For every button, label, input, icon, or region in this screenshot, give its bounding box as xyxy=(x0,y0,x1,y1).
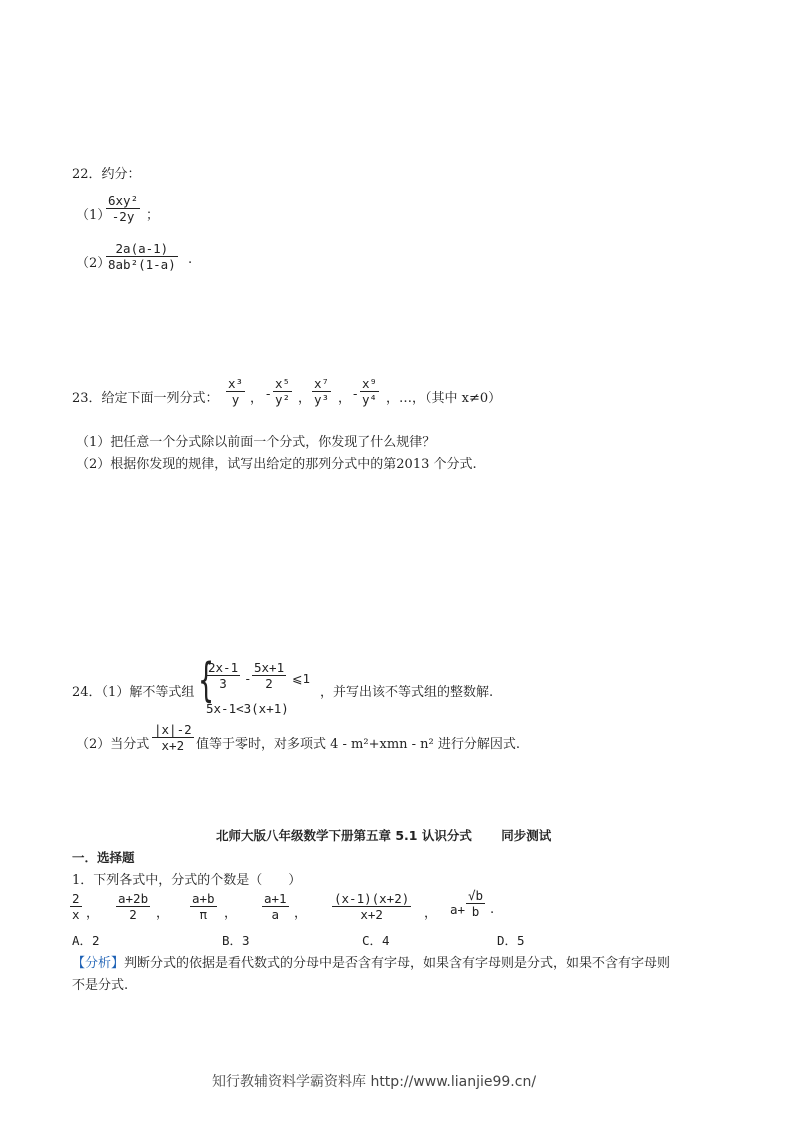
q22-part2-tail: . xyxy=(188,252,193,267)
q23-fraction-4-numerator: x⁹ xyxy=(362,376,378,391)
q22-part2-denominator: 8ab²(1-a) xyxy=(108,257,176,272)
q23-comma-1: ， xyxy=(250,391,264,406)
system-brace: { xyxy=(198,653,215,707)
q22-part1-tail: ； xyxy=(146,208,160,223)
q23-fraction-3-denominator: y³ xyxy=(314,392,330,407)
q23-fraction-1-denominator: y xyxy=(231,392,240,407)
q22-part2-label: （2） xyxy=(76,256,111,271)
q23-sign-2: - xyxy=(266,387,271,402)
q24-ineq1-b-numerator: 5x+1 xyxy=(254,660,285,675)
option-b[interactable]: B．3 xyxy=(222,933,250,948)
expr-6 xyxy=(466,888,485,919)
expr-3-numerator: a+b xyxy=(192,891,215,906)
expr-3 xyxy=(190,891,217,922)
expr-6-denominator: b xyxy=(471,904,480,919)
option-c[interactable]: C．4 xyxy=(362,933,390,948)
option-a[interactable]: A．2 xyxy=(72,933,100,948)
q24-ineq1-fraction-a xyxy=(206,660,240,691)
q24-part2-fraction xyxy=(152,722,194,753)
q24-part1-label: 24．（1）解不等式组 xyxy=(72,685,195,700)
expr-4-tail: ， xyxy=(294,906,308,921)
q23-fraction-4-denominator: y⁴ xyxy=(362,392,378,407)
expr-4 xyxy=(262,891,289,922)
expr-4-numerator: a+1 xyxy=(264,891,287,906)
test-q1-stem: 1．下列各式中，分式的个数是（ ） xyxy=(72,873,302,888)
q23-fraction-4 xyxy=(360,376,379,407)
q23-part1: （1）把任意一个分式除以前面一个分式，你发现了什么规律？ xyxy=(76,435,436,450)
q23-fraction-2-numerator: x⁵ xyxy=(275,376,291,391)
expr-5 xyxy=(332,891,411,922)
q22-part2-fraction xyxy=(106,241,178,272)
expr-6-tail: . xyxy=(490,902,495,917)
q24-ineq2: 5x-1<3(x+1) xyxy=(206,701,289,716)
q23-comma-2: ， xyxy=(298,391,312,406)
q24-part1-tail: ，并写出该不等式组的整数解. xyxy=(320,685,494,700)
q24-part2-denominator: x+2 xyxy=(161,738,185,753)
q22-part1-label: （1） xyxy=(76,208,111,223)
q23-stem: 23．给定下面一列分式： xyxy=(72,391,219,406)
analysis-tag: 【分析】 xyxy=(72,956,125,971)
q23-fraction-1 xyxy=(226,376,245,407)
expr-1-tail: ， xyxy=(86,906,100,921)
q23-sign-4: - xyxy=(353,387,358,402)
q23-fraction-2-denominator: y² xyxy=(275,392,291,407)
test-title: 北师大版八年级数学下册第五章 5.1 认识分式 同步测试 xyxy=(216,828,552,843)
expr-5-denominator: x+2 xyxy=(360,907,383,922)
q24-ineq1-rhs: ⩽1 xyxy=(292,671,310,686)
q24-ineq1-b-denominator: 2 xyxy=(265,676,273,691)
q23-fraction-3-numerator: x⁷ xyxy=(314,376,330,391)
analysis-line-1 xyxy=(72,952,670,971)
q23-part2: （2）根据你发现的规律，试写出给定的那列分式中的第2013 个分式. xyxy=(76,457,477,472)
option-d[interactable]: D．5 xyxy=(497,933,525,948)
q24-ineq1-fraction-b xyxy=(252,660,286,691)
section-heading: 一．选择题 xyxy=(72,850,135,865)
q23-fraction-2 xyxy=(273,376,292,407)
expr-3-denominator: π xyxy=(199,907,208,922)
q23-fraction-3 xyxy=(312,376,331,407)
expr-2-tail: ， xyxy=(156,906,170,921)
q23-tail: ，…，（其中 x≠0） xyxy=(386,391,502,406)
q22-part2-numerator: 2a(a-1) xyxy=(115,241,169,256)
q22-part1-denominator: -2y xyxy=(111,209,135,224)
analysis-text: 判断分式的依据是看代数式的分母中是否含有字母，如果含有字母则是分式，如果不含有字母则 xyxy=(124,956,671,971)
expr-2 xyxy=(116,891,150,922)
q23-fraction-1-numerator: x³ xyxy=(228,376,244,391)
q24-ineq1-a-numerator: 2x-1 xyxy=(208,660,239,675)
q24-ineq1-a-denominator: 3 xyxy=(219,676,227,691)
q23-comma-3: ， xyxy=(338,391,352,406)
expr-1-denominator: x xyxy=(72,907,80,922)
analysis-line-2: 不是分式. xyxy=(72,978,129,993)
q24-part2-tail: 值等于零时，对多项式 4 - m²+xmn - n² 进行分解因式. xyxy=(196,737,521,752)
expr-4-denominator: a xyxy=(271,907,280,922)
expr-2-denominator: 2 xyxy=(129,907,137,922)
expr-2-numerator: a+2b xyxy=(118,891,149,906)
footer-watermark: 知行教辅资料学霸资料库 http://www.lianjie99.cn/ xyxy=(212,1074,537,1090)
expr-6-numerator: √b xyxy=(468,888,484,903)
q24-part2-numerator: |x|-2 xyxy=(154,722,192,737)
q22-part1-fraction xyxy=(106,193,140,224)
expr-3-tail: ， xyxy=(224,906,238,921)
expr-5-numerator: (x-1)(x+2) xyxy=(334,891,410,906)
expr-5-tail: ， xyxy=(424,906,438,921)
expr-1 xyxy=(70,891,82,922)
q24-ineq1-minus: - xyxy=(244,671,252,686)
q22-stem: 22．约分： xyxy=(72,167,141,182)
expr-1-numerator: 2 xyxy=(72,891,80,906)
expr-6-prefix: a+ xyxy=(450,902,466,917)
q22-part1-numerator: 6xy² xyxy=(108,193,139,208)
q24-part2-label: （2）当分式 xyxy=(76,737,150,752)
